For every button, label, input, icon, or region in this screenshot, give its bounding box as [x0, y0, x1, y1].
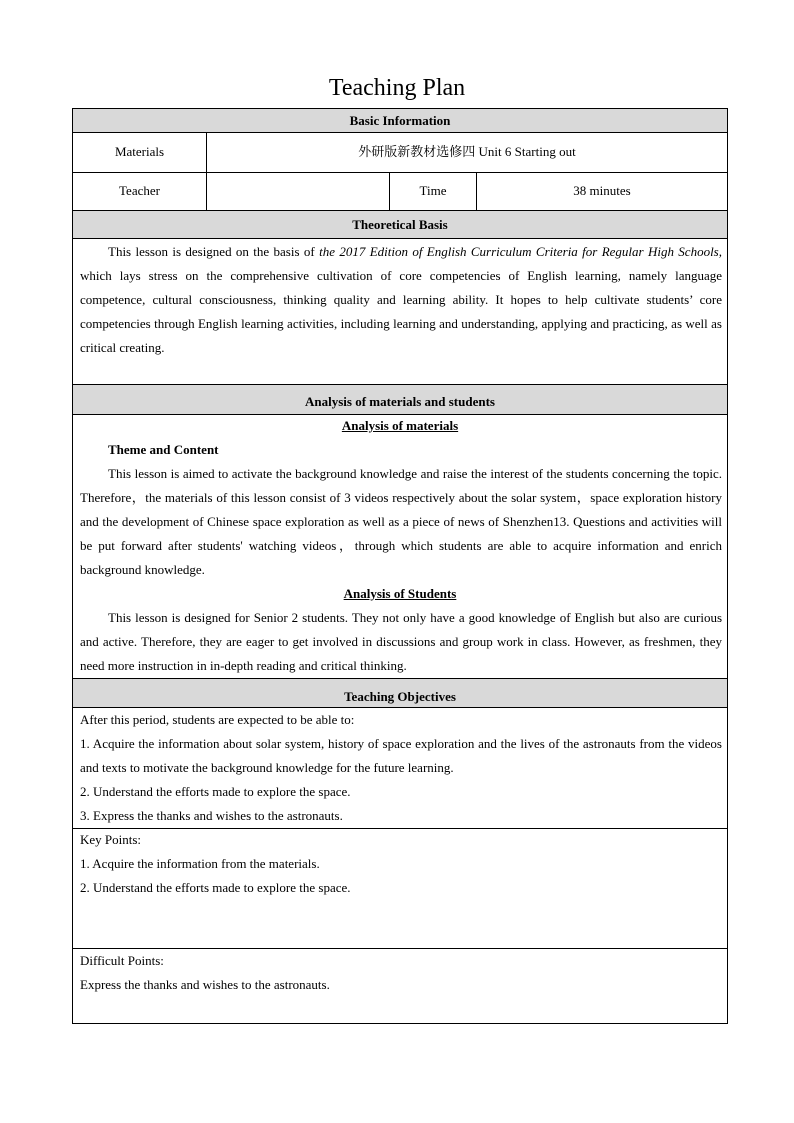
teacher-value	[207, 172, 389, 210]
page-title: Teaching Plan	[328, 75, 466, 101]
materials-label: Materials	[114, 144, 165, 159]
theory-text-pre: This lesson is designed on the basis of	[108, 244, 320, 259]
analysis-header: Analysis of materials and students	[73, 385, 727, 414]
teacher-label: Teacher	[119, 183, 160, 198]
divider	[72, 238, 728, 239]
materials-analysis-title: Analysis of materials	[341, 418, 459, 433]
objective-item: 1. Acquire the information about solar system, history of space exploration and the lives of the astronauts from the videos and texts to motivate the background knowledge for the future learning.	[80, 736, 722, 775]
objective-item: 2. Understand the efforts made to explore the space.	[80, 784, 351, 799]
key-points-label: Key Points:	[80, 832, 142, 847]
theory-text-post: which lays stress on the comprehensive cultivation of core competencies of English learning, namely language competence, cultural consciousness, thinking quality and learning ability. It hopes to help cultivate students’ core competencies through English learning activities, including learning and understanding, applying and practicing, as well as critical creating.	[80, 268, 722, 355]
materials-paragraph: This lesson is aimed to activate the background knowledge and raise the interest of the students concerning the topic. Therefore，the materials of this lesson consist of 3 videos respectively about the solar system，space exploration history and the development of Chinese space exploration as well as a piece of news of Shenzhen13. Questions and activities will be put forward after students' watching videos，through which students are able to acquire information and enrich background knowledge.	[80, 466, 722, 577]
objectives-intro: After this period, students are expected to be able to:	[80, 712, 355, 727]
students-analysis-title: Analysis of Students	[343, 586, 457, 601]
time-label: Time	[419, 183, 447, 198]
time-value: 38 minutes	[573, 183, 631, 198]
basic-info-header: Basic Information	[73, 109, 727, 132]
theory-paragraph	[80, 240, 722, 360]
difficult-points-label: Difficult Points:	[80, 953, 164, 968]
key-point-item: 1. Acquire the information from the materials.	[80, 856, 320, 871]
materials-value: 外研版新教材选修四 Unit 6 Starting out	[358, 144, 576, 159]
theory-text-italic: the 2017 Edition of English Curriculum Criteria for Regular High Schools,	[319, 244, 722, 259]
difficult-point-text: Express the thanks and wishes to the astronauts.	[80, 977, 330, 992]
objective-item: 3. Express the thanks and wishes to the astronauts.	[80, 808, 343, 823]
theme-heading: Theme and Content	[108, 442, 219, 457]
theory-header: Theoretical Basis	[73, 211, 727, 238]
students-paragraph: This lesson is designed for Senior 2 students. They not only have a good knowledge of English but also are curious and active. Therefore, they are eager to get involved in discussions and group work in class. However, as freshmen, they need more instruction in in-depth reading and critical thinking.	[80, 610, 722, 673]
key-point-item: 2. Understand the efforts made to explore the space.	[80, 880, 351, 895]
objectives-header: Teaching Objectives	[73, 679, 727, 707]
